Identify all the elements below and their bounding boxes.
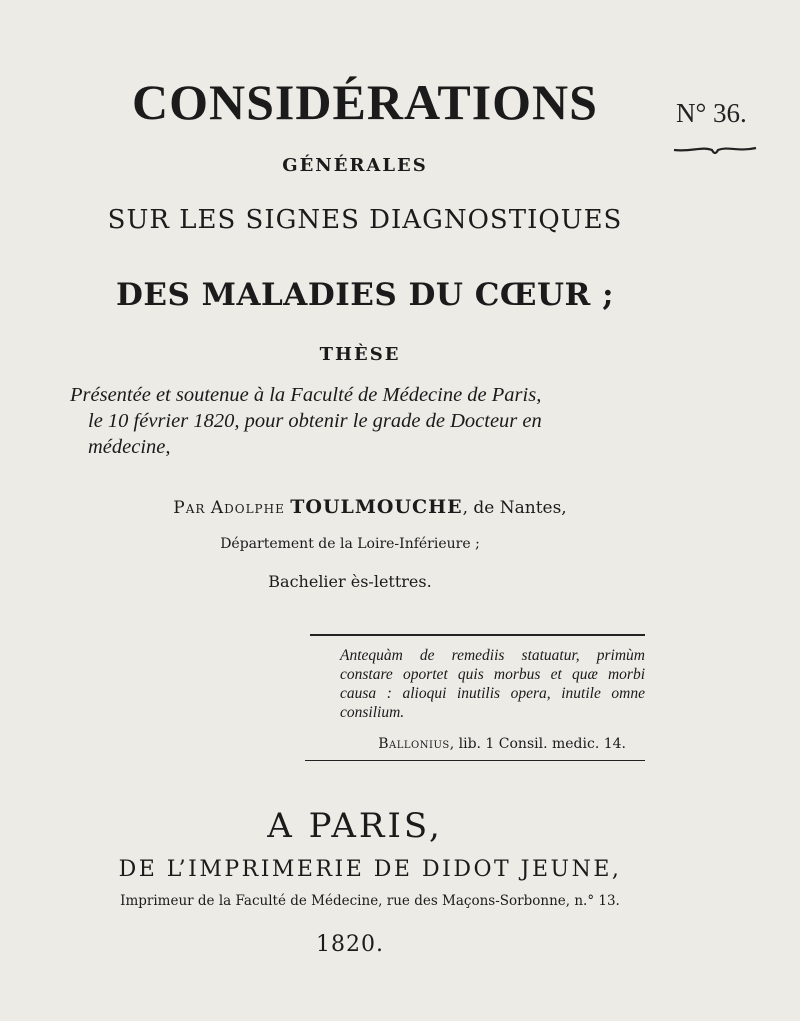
epigraph-text: Antequàm de remediis statuatur, primùm constare oportet quis morbus et quæ morbi causa : alioqui inutilis opera, inutile omne consilium. [340, 647, 645, 721]
ornament-rule-icon [672, 140, 758, 158]
presentation-line-3: médecine, [88, 436, 171, 458]
subtitle-maladies: DES MALADIES DU CŒUR ; [115, 277, 615, 313]
degree: Bachelier ès-lettres. [268, 572, 432, 591]
epigraph-author: Ballonius [378, 736, 450, 752]
author-line [130, 496, 610, 518]
epigraph-source: , lib. 1 Consil. medic. 14. [449, 736, 626, 752]
subtitle-generales: GÉNÉRALES [282, 155, 428, 176]
publication-year: 1820. [316, 932, 384, 957]
author-par: Par [173, 498, 206, 518]
printer-name: DE L’IMPRIMERIE DE DIDOT JEUNE, [118, 857, 622, 882]
epigraph-rule-top [310, 634, 645, 636]
these-heading: THÈSE [319, 344, 401, 365]
presentation-line-2: le 10 février 1820, pour obtenir le grade de Docteur en [88, 410, 542, 432]
place-of-publication: A PARIS, [267, 806, 443, 846]
printer-address: Imprimeur de la Faculté de Médecine, rue des Maçons-Sorbonne, n.° 13. [120, 893, 620, 909]
epigraph-rule-bottom [305, 760, 645, 761]
presentation-line-1: Présentée et soutenue à la Faculté de Médecine de Paris, [70, 384, 542, 406]
author-origin: , de Nantes, [462, 498, 567, 518]
epigraph-citation [366, 736, 626, 752]
author-first-name: Adolphe [210, 498, 285, 518]
thesis-number: N° 36. [676, 98, 747, 128]
title-block [40, 72, 690, 132]
subtitle-signes: SUR LES SIGNES DIAGNOSTIQUES [107, 205, 623, 235]
department: Département de la Loire-Inférieure ; [220, 536, 480, 552]
author-last-name: TOULMOUCHE [290, 496, 463, 518]
main-title: CONSIDÉRATIONS [132, 74, 598, 130]
presentation-text [70, 382, 660, 460]
